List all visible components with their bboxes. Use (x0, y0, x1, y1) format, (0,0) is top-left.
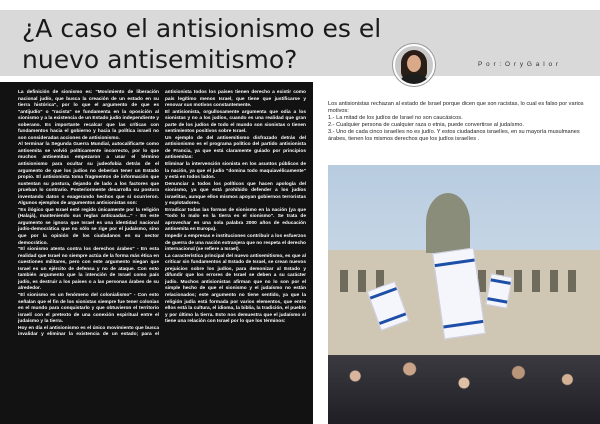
left-column-text (18, 90, 306, 420)
paragraph: "Es ilógico que Israel esté regido únicamente por la religión (Halajá), manteniendo sus reglas anticuadas..." - En este argumento se ignora que Israel es una identidad nacional judío-democrática que no sólo se rige por el judaísmo, sino que por la opinión de los ciudadanos en su sector democrático. (18, 207, 159, 246)
paragraph: Un ejemplo de del antisemitismo disfrazado detrás del antisionismo es el programa político del partido antisionista de Francia, ya que está claramente guiado por principios antisemitas: (165, 135, 306, 161)
list-item: 3.- Uno de cada cinco israelíes no es judío. Y estos ciudadanos israelíes, en su mayoría musulmanes árabes, tienen los mismos derechos que los judíos israelíes . (328, 129, 580, 142)
building-dome (426, 193, 470, 253)
list-item: 2.- Cualquier persona de cualquier raza o etnia, puede convertirse al judaísmo. (328, 122, 524, 128)
right-column-text (328, 101, 590, 143)
paragraph: Eliminar la intervención sionista en los asuntos públicos de la nación, ya que el judío "domina todo maquiavélicamente" y está en todos lados. (165, 162, 306, 181)
paragraph: Al terminar la Segunda Guerra Mundial, autocalificarte como antisemita se volvió políticamente incorrecto, por lo que muchos antisemitas empezaron a usar el término antisionismo para ocultar su judeofobia detrás de el argumento de que los judíos no deberían tener un Estado propio. El antisionista toma fragmentos de información que sustentan su postura, dejando de lado a los factores que prueban lo contrario. Posteriormente desarrolla su postura inventando datos o exagerando hechos que sí ocurrieron. Algunos ejemplos de argumentos antisionistas son: (18, 142, 159, 207)
left-column (0, 82, 313, 424)
paragraph: La definición de sionismo es: "Movimiento de liberación nacional judío, que busca la creación de un estado en su tierra histórica", por lo que el argumento de que es "antijudío" o "racista" se fundamenta en la oposición al sionismo y a la existencia de un Estado judío independiente y soberano. Es importante recalcar que las críticas con fundamentos hacia el gobierno y hacia la política israelí no son consideradas acciones de antisionismo. (18, 90, 160, 141)
paragraph: Hoy en día el antisionismo es el único movimiento que busca invalidar y eliminar la existencia de un estado; para el antisionista todos los países tienen derecho a existir como país legítimo menos Israel, que tiene que justificarse y renovar sus motivos constantemente. (18, 90, 306, 338)
article-title: ¿A caso el antisionismo es el nuevo antisemitismo? (22, 14, 382, 74)
paragraph: Erradicar todas las formas de sionismo en la nación (ya que "todo lo malo en la tierra es el sionismo". Se trata de aprovechar en una sola palabra 2000 años de educación antisemita en Europa). (165, 207, 306, 233)
article-header (0, 0, 600, 82)
paragraph: Impedir a empresas e instituciones contribuir a los esfuerzos de guerra de una nación extranjera que no respeta el derecho internacional (se refiere a Israel). (165, 234, 306, 253)
rally-photo (328, 165, 600, 424)
author-byline: P o r : O r y G a l o r (478, 61, 560, 68)
list-item: 1.- La mitad de los judíos de Israel no son caucásicos. (328, 115, 463, 121)
paragraph: Los antisionistas rechazan al estado de Israel porque dicen que son racistas, lo cual es falso por varios motivos: (328, 101, 584, 114)
author-photo (393, 44, 435, 86)
crowd (328, 355, 600, 424)
paragraph: La característica principal del nuevo antisemitismo, es que al criticar sin fundamentos al Estado de Israel, se crean nuevos prejuicios sobre los judíos, para demonizar al Estado y difundir que los errores de Israel se deben a su carácter judío. Muchos antisionistas afirman que no lo son por el simple hecho de que el sionismo y el judaísmo no están relacionados; este argumento no tiene sentido, ya que la religión judía está formada por varios elementos, que entre ellos está la cultura, el idioma, la biblia, la tradición, el pueblo y por último la tierra. Esto nos demuestra que el judaísmo sí tiene una relación con Israel por lo que los términos: (165, 253, 306, 325)
paragraph: "El sionismo es un fenómeno del colonialismo" - Con esto señalan que el fin de los sionistas siempre fue tener colonias en el mundo para conquistarlo y que obtuvieron el territorio israelí con el pretexto de una conexión espiritual entre el judaísmo y la tierra. (18, 292, 159, 325)
paragraph: El antisionista, orgullosamente argumenta que odia a los sionistas y no a los judíos, cuando es una realidad que gran parte de los judíos de todo el mundo son sionistas o tienen sentimientos positivos sobre Israel. (165, 109, 306, 135)
paragraph: Denunciar a todos los políticos que hacen apología del sionismo, ya que está prohibido defender a los judíos israelitas, aunque ellos mismos apoyan gobiernos terroristas y explotadores. (165, 181, 306, 207)
paragraph: "El sionismo atenta contra los derechos árabes" - En esta realidad que Israel no siempre actúa de la forma más ética en cuestiones militares, pero con este argumento niegan que Israel es un ejército de defensa y no de ataque. Con esto también argumento que la intención de Israel como país judío, es destruir a los países o a las personas árabes de su alrededor. (18, 247, 159, 292)
